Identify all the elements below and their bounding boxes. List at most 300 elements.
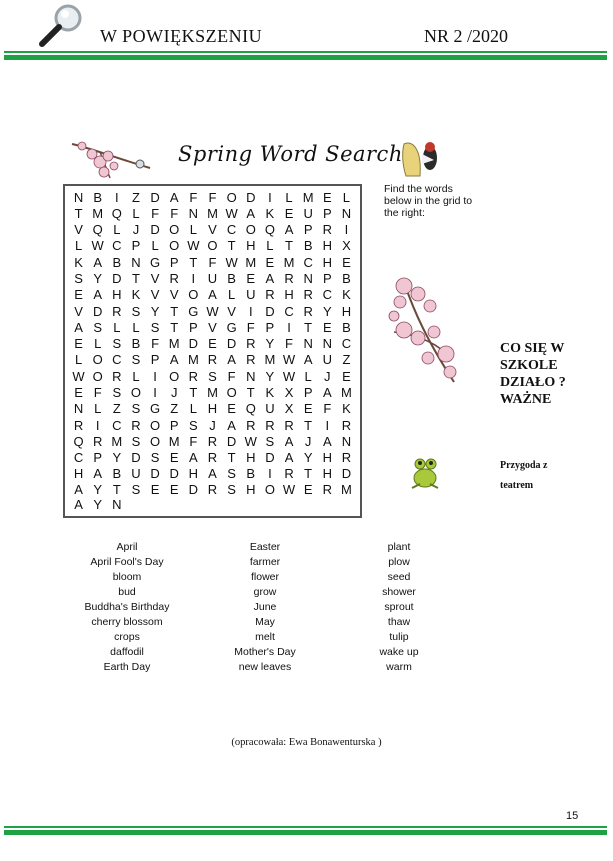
grid-letter: S: [227, 466, 236, 482]
grid-letter: K: [342, 401, 351, 417]
grid-letter: L: [132, 319, 140, 335]
grid-letter: D: [188, 336, 199, 352]
grid-letter: L: [151, 238, 159, 254]
grid-letter: N: [188, 205, 199, 221]
grid-letter: P: [169, 254, 179, 270]
grid-letter: W: [187, 238, 200, 254]
grid-letter: A: [93, 254, 103, 270]
grid-letter: U: [265, 401, 275, 417]
grid-letter: B: [342, 319, 351, 335]
grid-letter: V: [150, 287, 160, 303]
cherry-blossom-icon: [384, 272, 466, 390]
grid-letter: E: [265, 254, 275, 270]
sidebar-note-line: Przygoda z: [500, 460, 548, 471]
grid-letter: S: [131, 433, 141, 449]
grid-letter: I: [268, 466, 272, 482]
grid-letter: E: [169, 450, 179, 466]
grid-letter: D: [246, 189, 256, 205]
grid-letter: S: [74, 271, 83, 287]
grid-letter: M: [168, 433, 180, 449]
grid-letter: A: [227, 352, 236, 368]
grid-letter: C: [112, 417, 122, 433]
issue-number: NR 2 /2020: [424, 26, 509, 46]
grid-letter: B: [112, 466, 122, 482]
grid-letter: J: [132, 222, 140, 238]
grid-letter: Y: [112, 450, 122, 466]
grid-letter: V: [208, 222, 217, 238]
grid-letter: I: [153, 368, 157, 384]
grid-letter: E: [303, 482, 313, 497]
word-list-item: Mother's Day: [234, 646, 296, 658]
grid-letter: N: [341, 433, 352, 449]
grid-letter: J: [324, 368, 331, 384]
word-list-item: shower: [382, 586, 416, 598]
header-title: W POWIĘKSZENIU: [100, 26, 263, 46]
grid-letter: Y: [150, 303, 160, 319]
word-list-item: Easter: [249, 541, 281, 553]
grid-letter: Y: [322, 303, 332, 319]
author-credit: (opracowała: Ewa Bonawenturska ): [231, 737, 382, 748]
grid-letter: T: [131, 271, 140, 287]
grid-letter: D: [226, 433, 237, 449]
grid-letter: W: [282, 352, 296, 368]
grid-letter: R: [284, 417, 294, 433]
grid-letter: R: [93, 433, 103, 449]
word-list-column-1: [67, 540, 187, 675]
grid-letter: N: [341, 205, 352, 221]
grid-letter: E: [246, 271, 256, 287]
grid-letter: M: [341, 384, 352, 400]
grid-letter: P: [150, 352, 160, 368]
grid-letter: E: [208, 336, 217, 352]
grid-letter: L: [189, 401, 197, 417]
grid-letter: S: [150, 319, 160, 335]
grid-letter: A: [303, 352, 313, 368]
grid-letter: B: [93, 189, 103, 205]
word-list-item: bud: [118, 586, 136, 598]
grid-letter: Y: [93, 271, 103, 287]
grid-letter: H: [188, 466, 199, 482]
grid-letter: A: [284, 222, 294, 238]
grid-letter: A: [74, 482, 83, 497]
word-list-item: June: [253, 601, 277, 613]
word-list-item: melt: [255, 631, 275, 643]
grid-letter: D: [341, 466, 352, 482]
grid-letter: M: [207, 384, 218, 400]
grid-letter: F: [208, 189, 217, 205]
grid-letter: P: [189, 319, 198, 335]
grid-letter: R: [341, 417, 352, 433]
grid-letter: V: [150, 271, 160, 287]
grid-letter: C: [284, 303, 294, 319]
grid-letter: O: [169, 222, 180, 238]
grid-letter: N: [73, 189, 84, 205]
grid-letter: F: [151, 205, 160, 221]
grid-letter: T: [304, 466, 313, 482]
grid-letter: M: [92, 205, 104, 221]
grid-letter: E: [322, 189, 332, 205]
grid-letter: A: [208, 287, 217, 303]
grid-letter: H: [322, 254, 332, 270]
grid-letter: R: [112, 303, 122, 319]
grid-letter: Q: [245, 401, 256, 417]
grid-letter: H: [112, 287, 122, 303]
grid-letter: L: [132, 368, 140, 384]
grid-letter: F: [93, 384, 102, 400]
grid-letter: S: [112, 384, 122, 400]
footer-rule-thick: [4, 830, 607, 835]
grid-letter: O: [169, 238, 180, 254]
grid-letter: T: [246, 384, 255, 400]
grid-letter: I: [153, 384, 157, 400]
grid-letter: S: [131, 482, 141, 497]
grid-letter: L: [228, 287, 236, 303]
grid-letter: A: [322, 384, 332, 400]
word-list-item: warm: [386, 661, 412, 673]
grid-letter: P: [322, 205, 332, 221]
grid-letter: W: [282, 482, 296, 497]
grid-letter: E: [342, 254, 351, 270]
grid-letter: S: [265, 433, 275, 449]
grid-letter: E: [303, 401, 313, 417]
grid-letter: I: [268, 189, 272, 205]
grid-letter: E: [74, 336, 83, 352]
word-list-item: April Fool's Day: [90, 556, 164, 568]
grid-letter: W: [206, 303, 219, 319]
grid-letter: T: [189, 254, 198, 270]
grid-letter: V: [208, 319, 217, 335]
word-list-item: farmer: [249, 556, 281, 568]
grid-letter: I: [344, 222, 349, 238]
grid-letter: E: [150, 482, 160, 497]
grid-letter: B: [131, 336, 141, 352]
grid-letter: D: [93, 303, 103, 319]
grid-letter: X: [284, 384, 294, 400]
grid-letter: K: [74, 254, 83, 270]
grid-letter: W: [225, 254, 238, 270]
header-rule-thin: [4, 51, 607, 53]
grid-letter: E: [284, 205, 294, 221]
grid-letter: R: [303, 303, 313, 319]
grid-letter: L: [285, 189, 293, 205]
grid-letter: S: [131, 352, 141, 368]
grid-letter: O: [150, 433, 161, 449]
grid-letter: P: [169, 417, 179, 433]
grid-letter: T: [170, 319, 179, 335]
grid-letter: U: [207, 271, 218, 287]
word-list-item: Earth Day: [103, 661, 151, 673]
grid-letter: N: [303, 271, 313, 287]
grid-letter: D: [188, 482, 199, 497]
grid-letter: U: [246, 287, 256, 303]
grid-letter: T: [74, 205, 83, 221]
grid-letter: R: [322, 222, 332, 238]
grid-letter: N: [73, 401, 84, 417]
grid-letter: A: [93, 287, 103, 303]
grid-letter: V: [169, 287, 179, 303]
grid-letter: E: [74, 384, 83, 400]
grid-letter: G: [188, 303, 199, 319]
grid-letter: D: [112, 271, 122, 287]
grid-letter: A: [169, 189, 179, 205]
grid-letter: A: [189, 450, 198, 466]
grid-letter: K: [131, 287, 141, 303]
frog-icon: [408, 452, 442, 492]
grid-letter: F: [170, 205, 179, 221]
grid-letter: H: [246, 238, 256, 254]
grid-letter: V: [227, 303, 236, 319]
word-list-item: wake up: [379, 646, 419, 658]
grid-letter: R: [341, 450, 352, 466]
grid-letter: Q: [264, 222, 275, 238]
grid-letter: K: [265, 384, 275, 400]
grid-letter: I: [115, 189, 119, 205]
word-list-column-2: [205, 540, 325, 675]
grid-letter: M: [283, 254, 295, 270]
grid-letter: Q: [73, 433, 84, 449]
word-list-column-3: [339, 540, 459, 675]
grid-letter: R: [207, 352, 218, 368]
grid-letter: W: [72, 368, 85, 384]
grid-letter: L: [342, 189, 351, 205]
instructions: Find the words below in the grid to the right:: [384, 183, 473, 219]
word-list-item: tulip: [389, 631, 409, 643]
grid-letter: Y: [93, 497, 103, 512]
grid-letter: U: [303, 205, 313, 221]
word-list-item: grow: [253, 586, 277, 598]
grid-letter: Y: [265, 368, 275, 384]
word-list-item: seed: [387, 571, 411, 583]
grid-letter: A: [284, 433, 294, 449]
magnifier-icon: [34, 2, 86, 50]
grid-letter: F: [208, 254, 217, 270]
grid-letter: T: [304, 417, 313, 433]
word-list-item: plow: [388, 556, 410, 568]
grid-letter: R: [188, 368, 199, 384]
grid-letter: F: [323, 401, 332, 417]
grid-letter: B: [246, 466, 256, 482]
grid-letter: C: [73, 450, 84, 466]
grid-letter: I: [95, 417, 100, 433]
grid-letter: F: [246, 319, 255, 335]
grid-letter: L: [113, 319, 121, 335]
grid-letter: A: [74, 319, 83, 335]
woodpecker-icon: [400, 138, 444, 178]
grid-letter: B: [342, 271, 351, 287]
grid-letter: Y: [265, 336, 275, 352]
grid-letter: M: [187, 352, 199, 368]
grid-letter: A: [265, 271, 275, 287]
grid-letter: A: [93, 466, 103, 482]
word-list-item: bloom: [112, 571, 142, 583]
grid-letter: P: [265, 319, 275, 335]
grid-letter: H: [341, 303, 352, 319]
grid-letter: H: [246, 450, 256, 466]
grid-letter: K: [342, 287, 351, 303]
grid-letter: A: [227, 417, 236, 433]
grid-letter: S: [189, 417, 198, 433]
sidebar-note-line: teatrem: [500, 480, 534, 491]
word-list-item: new leaves: [238, 661, 292, 673]
grid-letter: D: [265, 303, 275, 319]
grid-letter: T: [189, 384, 198, 400]
word-list-item: plant: [387, 541, 411, 553]
grid-letter: I: [248, 303, 253, 319]
word-list-item: April: [116, 541, 138, 553]
grid-letter: Y: [303, 450, 313, 466]
grid-letter: F: [151, 336, 160, 352]
grid-letter: L: [189, 222, 197, 238]
grid-letter: T: [112, 482, 121, 497]
grid-letter: D: [131, 450, 141, 466]
grid-letter: N: [131, 254, 141, 270]
grid-letter: T: [304, 319, 313, 335]
grid-letter: E: [74, 287, 83, 303]
grid-letter: N: [112, 497, 122, 512]
grid-letter: E: [169, 482, 179, 497]
grid-letter: E: [322, 319, 332, 335]
grid-letter: R: [131, 417, 141, 433]
grid-letter: R: [246, 336, 256, 352]
sidebar-heading-line: WAŻNE: [500, 392, 552, 407]
grid-letter: R: [207, 433, 218, 449]
grid-letter: Z: [170, 401, 179, 417]
grid-letter: O: [226, 189, 237, 205]
sidebar-note: [500, 456, 600, 496]
grid-letter: D: [226, 336, 237, 352]
grid-letter: H: [73, 466, 84, 482]
grid-letter: H: [322, 450, 332, 466]
grid-letter: R: [246, 352, 256, 368]
grid-letter: A: [322, 433, 332, 449]
grid-letter: H: [322, 238, 332, 254]
grid-letter: L: [113, 222, 121, 238]
grid-letter: C: [341, 336, 352, 352]
grid-letter: B: [227, 271, 236, 287]
grid-letter: F: [285, 336, 293, 352]
grid-letter: Z: [112, 401, 121, 417]
grid-letter: L: [74, 238, 83, 254]
grid-letter: V: [74, 222, 83, 238]
grid-letter: Q: [92, 222, 103, 238]
grid-letter: P: [131, 238, 141, 254]
grid-letter: N: [246, 368, 256, 384]
grid-letter: P: [303, 222, 313, 238]
grid-letter: O: [207, 238, 218, 254]
grid-letter: T: [285, 238, 293, 254]
word-list-item: flower: [250, 571, 279, 583]
grid-letter: M: [207, 205, 218, 221]
grid-letter: Z: [131, 189, 140, 205]
grid-letter: T: [227, 238, 236, 254]
grid-letter: L: [94, 401, 102, 417]
grid-letter: D: [169, 466, 179, 482]
grid-letter: R: [303, 287, 313, 303]
grid-letter: O: [188, 287, 199, 303]
sidebar-heading: [500, 340, 600, 408]
grid-letter: F: [189, 433, 198, 449]
grid-letter: B: [303, 238, 313, 254]
grid-letter: L: [74, 352, 83, 368]
grid-letter: G: [226, 319, 237, 335]
grid-letter: W: [244, 433, 257, 449]
grid-letter: W: [225, 205, 238, 221]
grid-letter: T: [170, 303, 179, 319]
grid-letter: L: [132, 205, 140, 221]
grid-letter: L: [266, 238, 274, 254]
grid-letter: R: [265, 417, 275, 433]
grid-letter: S: [150, 450, 160, 466]
grid-letter: K: [265, 205, 275, 221]
grid-letter: Q: [111, 205, 122, 221]
grid-letter: R: [207, 450, 218, 466]
grid-letter: D: [150, 466, 160, 482]
grid-letter: N: [303, 336, 313, 352]
grid-letter: R: [284, 466, 294, 482]
grid-letter: S: [227, 482, 236, 497]
word-list-item: crops: [114, 631, 140, 643]
grid-letter: S: [131, 401, 141, 417]
grid-letter: C: [322, 287, 332, 303]
grid-letter: O: [92, 368, 103, 384]
grid-letter: D: [150, 189, 160, 205]
grid-letter: O: [226, 384, 237, 400]
grid-letter: C: [112, 352, 122, 368]
word-search-grid: [63, 184, 362, 518]
grid-letter: L: [94, 336, 102, 352]
grid-letter: H: [322, 466, 332, 482]
grid-letter: O: [245, 222, 256, 238]
header-rule-thick: [4, 55, 607, 60]
grid-letter: H: [246, 482, 256, 497]
word-list-item: daffodil: [110, 646, 144, 658]
grid-letter: D: [265, 450, 275, 466]
grid-letter: E: [342, 368, 351, 384]
grid-letter: U: [131, 466, 141, 482]
grid-letter: P: [303, 384, 313, 400]
grid-letter: W: [91, 238, 104, 254]
grid-letter: Z: [342, 352, 351, 368]
grid-letter: X: [284, 401, 294, 417]
grid-letter: V: [74, 303, 83, 319]
grid-letter: R: [322, 482, 332, 497]
grid-letter: H: [207, 401, 218, 417]
grid-letter: F: [227, 368, 236, 384]
grid-letter: N: [322, 336, 332, 352]
footer-rule-thin: [4, 826, 607, 828]
sidebar-heading-line: CO SIĘ W: [500, 341, 565, 356]
grid-letter: A: [208, 466, 217, 482]
word-list-item: Buddha's Birthday: [84, 601, 170, 613]
grid-letter: R: [207, 482, 218, 497]
sidebar-heading-line: DZIAŁO ?: [500, 375, 566, 390]
grid-letter: S: [131, 303, 141, 319]
grid-letter: M: [341, 482, 352, 497]
grid-letter: T: [227, 450, 236, 466]
grid-letter: O: [169, 368, 180, 384]
grid-letter: Y: [93, 482, 103, 497]
grid-letter: P: [93, 450, 103, 466]
grid-letter: S: [93, 319, 103, 335]
word-list-item: May: [255, 616, 275, 628]
grid-letter: M: [168, 336, 180, 352]
grid-letter: R: [246, 417, 256, 433]
grid-letter: W: [282, 368, 296, 384]
grid-letter: E: [227, 401, 236, 417]
grid-letter: G: [150, 254, 161, 270]
grid-letter: A: [284, 450, 294, 466]
grid-letter: B: [112, 254, 122, 270]
